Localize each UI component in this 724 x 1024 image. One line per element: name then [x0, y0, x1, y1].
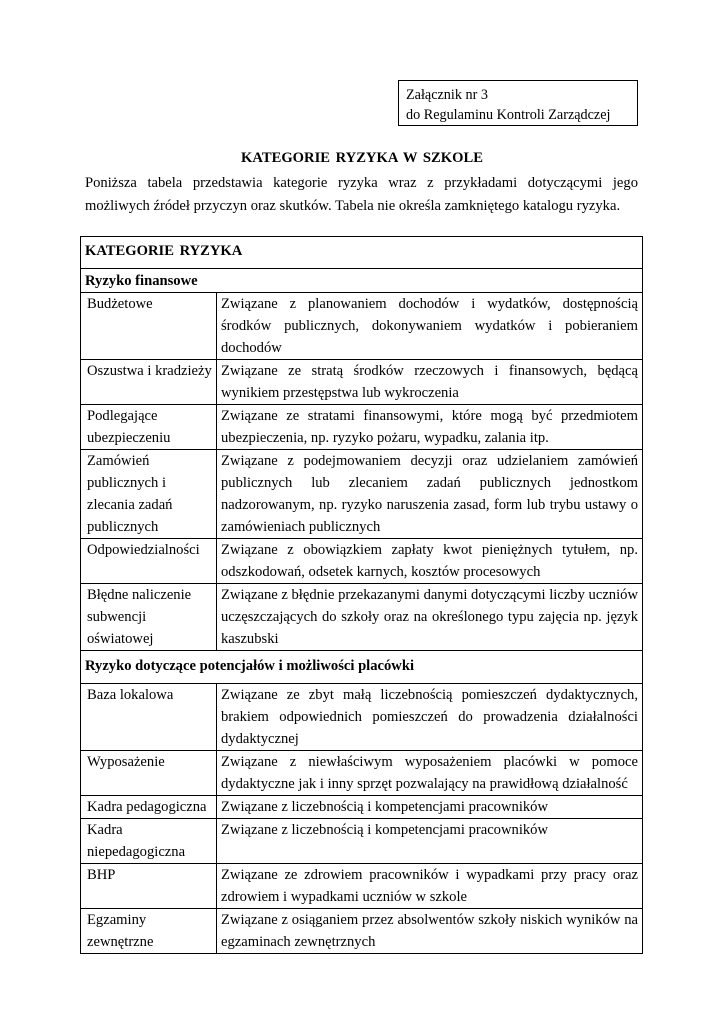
table-row	[81, 796, 643, 819]
table-row	[81, 864, 643, 909]
section-title: Ryzyko finansowe	[81, 269, 643, 293]
table-row	[81, 293, 643, 360]
description-cell: Związane z liczebnością i kompetencjami pracowników	[217, 819, 643, 864]
description-cell: Związane z obowiązkiem zapłaty kwot pieniężnych tytułem, np. odszkodowań, odsetek karnych, kosztów procesowych	[217, 539, 643, 584]
table-row	[81, 450, 643, 539]
annex-label-box	[398, 80, 638, 126]
category-cell: BHP	[81, 864, 217, 909]
description-cell: Związane z błędnie przekazanymi danymi dotyczącymi liczby uczniów uczęszczających do szkoły oraz na określonego typu zajęcia np. język kaszubski	[217, 584, 643, 651]
description-cell: Związane ze zbyt małą liczebnością pomieszczeń dydaktycznych, brakiem odpowiednich pomieszczeń do prowadzenia działalności dydaktycznej	[217, 684, 643, 751]
category-cell: Baza lokalowa	[81, 684, 217, 751]
description-cell: Związane ze stratami finansowymi, które mogą być przedmiotem ubezpieczenia, np. ryzyko pożaru, wypadku, zalania itp.	[217, 405, 643, 450]
category-cell: Podlegające ubezpieczeniu	[81, 405, 217, 450]
table-row	[81, 909, 643, 954]
document-title: KATEGORIE RYZYKA W SZKOLE	[241, 150, 483, 166]
description-cell: Związane ze stratą środków rzeczowych i finansowych, będącą wynikiem przestępstwa lub wykroczenia	[217, 360, 643, 405]
section-title: Ryzyko dotyczące potencjałów i możliwości placówki	[81, 651, 643, 684]
table-row	[81, 539, 643, 584]
description-cell: Związane z niewłaściwym wyposażeniem placówki w pomoce dydaktyczne jak i inny sprzęt pozwalający na prawidłową działalność	[217, 751, 643, 796]
table-row	[81, 684, 643, 751]
table-header-row	[81, 237, 643, 269]
table-row	[81, 360, 643, 405]
category-cell: Odpowiedzialności	[81, 539, 217, 584]
section-row-potential	[81, 651, 643, 684]
description-cell: Związane z podejmowaniem decyzji oraz udzielaniem zamówień publicznych lub zlecaniem zadań publicznych jednostkom nadzorowanym, np. ryzyko naruszenia zasad, form lub trybu ustawy o zamówieniach publicznych	[217, 450, 643, 539]
table-header: KATEGORIE RYZYKA	[81, 237, 643, 269]
annex-number: Załącznik nr 3	[406, 87, 488, 103]
category-cell: Oszustwa i kradzieży	[81, 360, 217, 405]
description-cell: Związane z osiąganiem przez absolwentów szkoły niskich wyników na egzaminach zewnętrznych	[217, 909, 643, 954]
category-cell: Błędne naliczenie subwencji oświatowej	[81, 584, 217, 651]
risk-categories-table	[80, 236, 643, 954]
description-cell: Związane ze zdrowiem pracowników i wypadkami przy pracy oraz zdrowiem i wypadkami uczniów w szkole	[217, 864, 643, 909]
table-row	[81, 405, 643, 450]
category-cell: Kadra pedagogiczna	[81, 796, 217, 819]
category-cell: Budżetowe	[81, 293, 217, 360]
annex-reference: do Regulaminu Kontroli Zarządczej	[406, 107, 611, 123]
table-row	[81, 751, 643, 796]
category-cell: Zamówień publicznych i zlecania zadań publicznych	[81, 450, 217, 539]
intro-paragraph: Poniższa tabela przedstawia kategorie ryzyka wraz z przykładami dotyczącymi jego możliwych źródeł przyczyn oraz skutków. Tabela nie określa zamkniętego katalogu ryzyka.	[85, 175, 638, 214]
description-cell: Związane z planowaniem dochodów i wydatków, dostępnością środków publicznych, dokonywaniem wydatków i pobieraniem dochodów	[217, 293, 643, 360]
description-cell: Związane z liczebnością i kompetencjami pracowników	[217, 796, 643, 819]
category-cell: Egzaminy zewnętrzne	[81, 909, 217, 954]
table-row	[81, 584, 643, 651]
category-cell: Kadra niepedagogiczna	[81, 819, 217, 864]
section-row-financial	[81, 269, 643, 293]
category-cell: Wyposażenie	[81, 751, 217, 796]
table-row	[81, 819, 643, 864]
